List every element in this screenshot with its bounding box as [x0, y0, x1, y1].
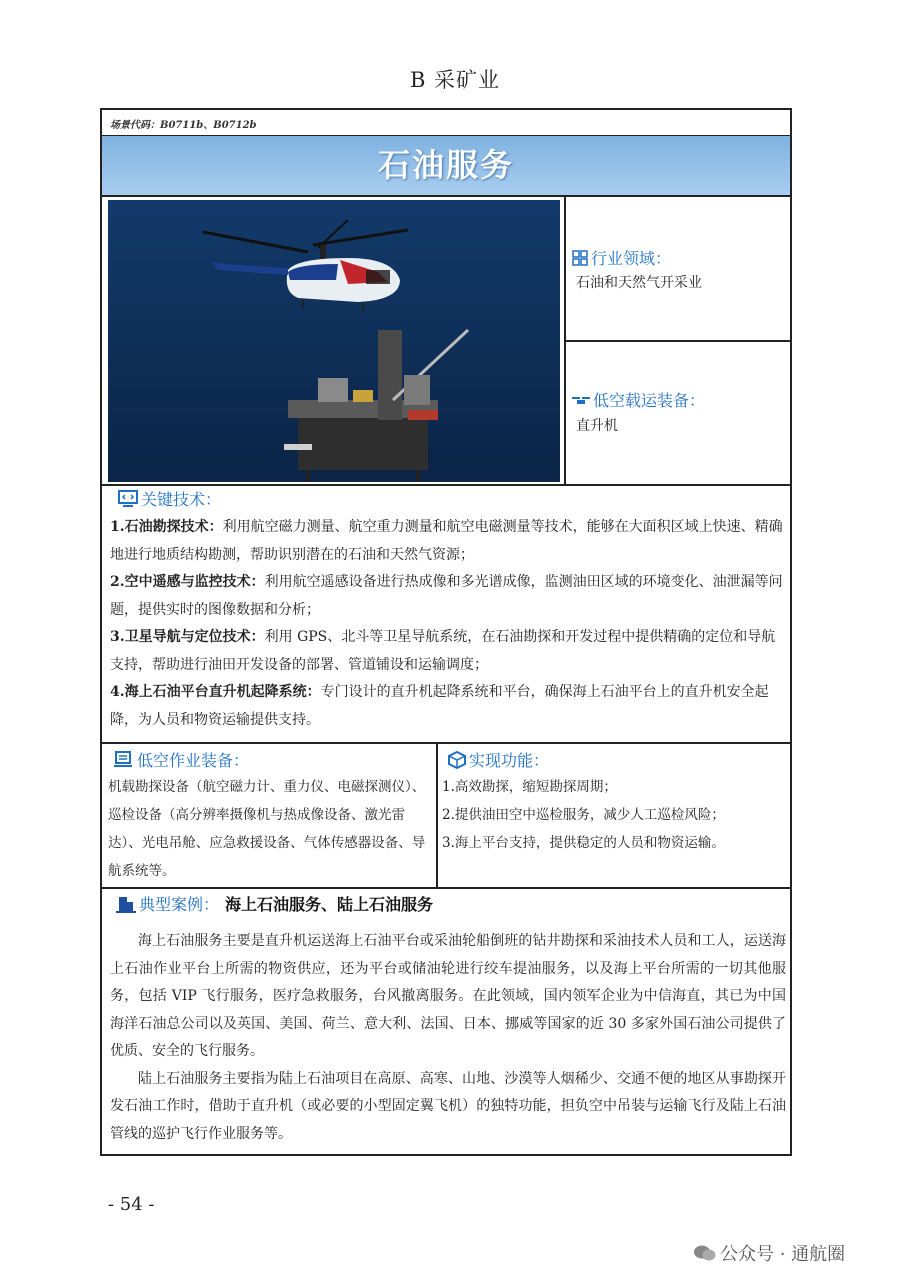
work-equipment-text: 机载勘探设备（航空磁力计、重力仪、电磁探测仪）、巡检设备（高分辨率摄像机与热成像设备、激光雷达）、光电吊舱、应急救援设备、气体传感器设备、导航系统等。 [108, 779, 426, 879]
function-item: 1.高效勘探，缩短勘探周期； [442, 779, 617, 795]
divider [102, 484, 790, 486]
cases-body [110, 928, 786, 1148]
laptop-icon [114, 751, 134, 773]
watermark: 公众号 · 通航圈 [694, 1240, 845, 1267]
case-paragraph: 海上石油服务主要是直升机运送海上石油平台或采油轮船倒班的钻井勘探和采油技术人员和工人，运送海上石油作业平台上所需的物资供应，还为平台或储油轮进行绞车提油服务，以及海上平台所需的一切其他服务，包括 VIP 飞行服务，医疗急救服务，台风撤离服务。在此领域，国内领军企业为中信海直，其已为中国海洋石油总公司以及英国、美国、荷兰、意大利、法国、日本、挪威等国家的近 30 多家外国石油公司提供了优质、安全的飞行服务。 [110, 933, 786, 1059]
chapter-header: B 采矿业 [409, 68, 501, 92]
carrier-value: 直升机 [576, 418, 618, 434]
function-item: 3.海上平台支持，提供稳定的人员和物资运输。 [442, 835, 725, 851]
card-title: 石油服务 [377, 146, 514, 184]
function-item: 2.提供油田空中巡检服务，减少人工巡检风险； [442, 807, 725, 823]
cases-heading: 典型案例： 海上石油服务、陆上石油服务 [116, 892, 433, 917]
industry-heading: 行业领域： [572, 246, 671, 270]
key-tech-list [110, 514, 786, 734]
drone-icon [572, 392, 590, 411]
key-tech-item: 1.石油勘探技术：利用航空磁力测量、航空重力测量和航空电磁测量等技术，能够在大面积区域上快速、精确地进行地质结构勘测，帮助识别潜在的石油和天然气资源； [110, 519, 783, 563]
divider [436, 742, 438, 888]
wechat-icon [694, 1244, 716, 1267]
scenario-card [100, 108, 792, 1156]
key-tech-item: 2.空中遥感与监控技术：利用航空遥感设备进行热成像和多光谱成像，监测油田区域的环境变化、油泄漏等问题，提供实时的图像数据和分析； [110, 574, 783, 618]
building-icon [116, 895, 136, 917]
key-tech-item: 3.卫星导航与定位技术：利用 GPS、北斗等卫星导航系统，在石油勘探和开发过程中提供精确的定位和导航支持，帮助进行油田开发设备的部署、管道铺设和运输调度； [110, 629, 776, 673]
page-number: - 54 - [108, 1194, 155, 1215]
cube-icon [448, 751, 466, 773]
divider [564, 340, 790, 342]
helicopter-oil-platform-photo [108, 200, 560, 482]
photo-illustration [108, 200, 560, 482]
divider [102, 887, 790, 889]
divider [102, 742, 790, 744]
monitor-icon [118, 490, 138, 512]
cases-title: 海上石油服务、陆上石油服务 [225, 895, 434, 914]
key-tech-heading: 关键技术： [118, 487, 221, 512]
case-paragraph: 陆上石油服务主要指为陆上石油项目在高原、高寒、山地、沙漠等人烟稀少、交通不便的地区从事勘探开发石油工作时，借助于直升机（或必要的小型固定翼飞机）的独特功能，担负空中吊装与运输飞行及陆上石油管线的巡护飞行作业服务等。 [110, 1070, 786, 1142]
carrier-heading: 低空载运装备： [572, 388, 705, 411]
grid-icon [572, 250, 588, 270]
key-tech-item: 4.海上石油平台直升机起降系统：专门设计的直升机起降系统和平台，确保海上石油平台上的直升机安全起降，为人员和物资运输提供支持。 [110, 684, 769, 728]
work-equipment-heading: 低空作业装备： [114, 748, 249, 773]
functions-list [442, 773, 788, 857]
functions-heading: 实现功能： [448, 748, 549, 773]
title-band [102, 135, 790, 197]
industry-value: 石油和天然气开采业 [576, 275, 702, 291]
scene-code: 场景代码：B0711b、B0712b [110, 120, 257, 131]
